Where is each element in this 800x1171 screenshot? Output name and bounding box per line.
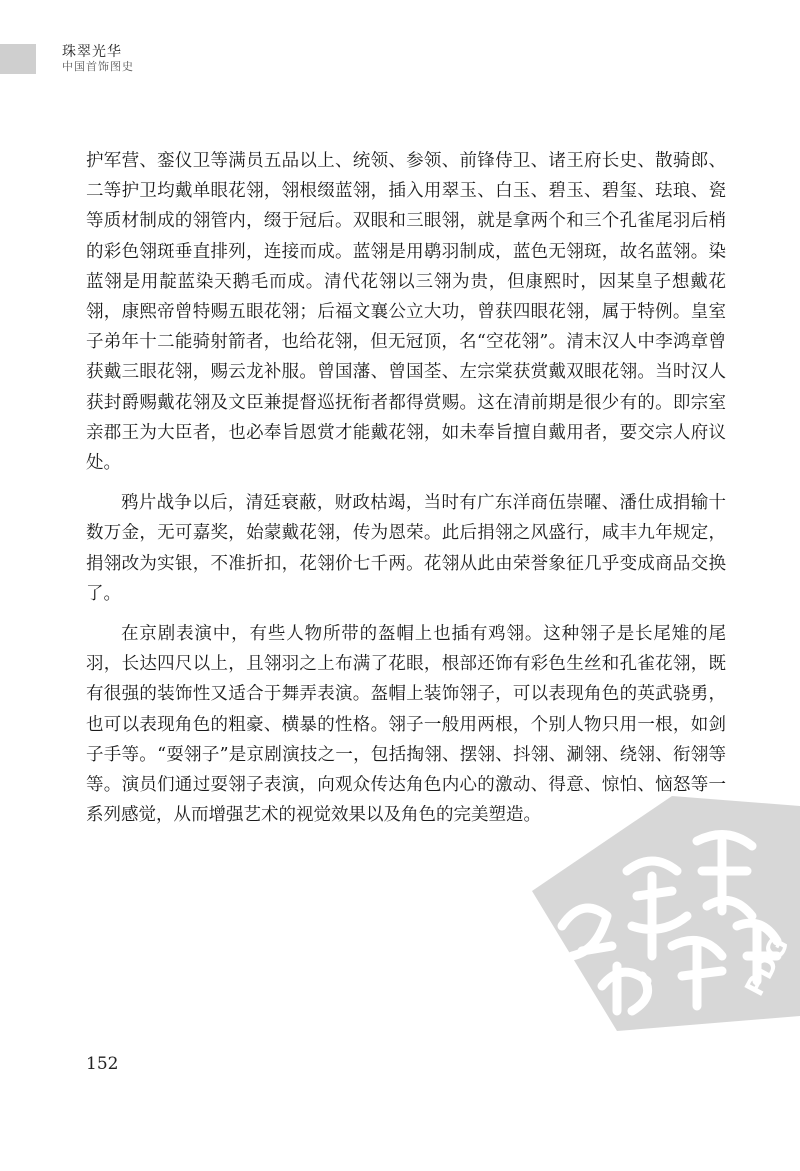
paragraph-1: 护军营、銮仪卫等满员五品以上、统领、参领、前锋侍卫、诸王府长史、散骑郎、二等护卫均戴单眼花翎，翎根缀蓝翎，插入用翠玉、白玉、碧玉、碧玺、珐琅、瓷等质材制成的翎管内，缀于冠后。双眼和三眼翎，就是拿两个和三个孔雀尾羽后梢的彩色翎斑垂直排列，连接而成。蓝翎是用鹖羽制成，蓝色无翎斑，故名蓝翎。染蓝翎是用靛蓝染天鹅毛而成。清代花翎以三翎为贵，但康熙时，因某皇子想戴花翎，康熙帝曾特赐五眼花翎；后福文襄公立大功，曾获四眼花翎，属于特例。皇室子弟年十二能骑射箭者，也给花翎，但无冠顶，名“空花翎”。清末汉人中李鸿章曾获戴三眼花翎，赐云龙补服。曾国藩、曾国荃、左宗棠获赏戴双眼花翎。当时汉人获封爵赐戴花翎及文臣兼提督巡抚衔者都得赏赐。这在清前期是很少有的。即宗室亲郡王为大臣者，也必奉旨恩赏才能戴花翎，如未奉旨擅自戴用者，要交宗人府议处。: [86, 151, 726, 474]
body-text: [86, 146, 726, 840]
corner-tab: [0, 44, 36, 74]
book-subtitle: 中国首饰图史: [62, 60, 134, 73]
book-title: 珠翠光华: [62, 44, 122, 60]
paragraph-3: 在京剧表演中，有些人物所带的盔帽上也插有鸡翎。这种翎子是长尾雉的尾羽，长达四尺以上，且翎羽之上布满了花眼，根部还饰有彩色生丝和孔雀花翎，既有很强的装饰性又适合于舞弄表演。盔帽上装饰翎子，可以表现角色的英武骁勇，也可以表现角色的粗豪、横暴的性格。翎子一般用两根，个别人物只用一根，如剑子手等。“耍翎子”是京剧演技之一，包括掏翎、摆翎、抖翎、涮翎、绕翎、衔翎等等。演员们通过耍翎子表演，向观众传达角色内心的激动、得意、惊怕、恼怒等一系列感觉，从而增强艺术的视觉效果以及角色的完美塑造。: [86, 624, 726, 826]
seal-watermark: [522, 776, 800, 1054]
running-head: [62, 44, 134, 74]
watermark-text: PDG: [739, 932, 796, 1002]
paragraph-2: 鸦片战争以后，清廷衰蔽，财政枯竭，当时有广东洋商伍崇曜、潘仕成捐输十数万金，无可嘉奖，始蒙戴花翎，传为恩荣。此后捐翎之风盛行，咸丰九年规定，捐翎改为实银，不准折扣，花翎价七千两。花翎从此由荣誉象征几乎变成商品交换了。: [86, 493, 726, 604]
page-number: 152: [86, 1054, 119, 1074]
